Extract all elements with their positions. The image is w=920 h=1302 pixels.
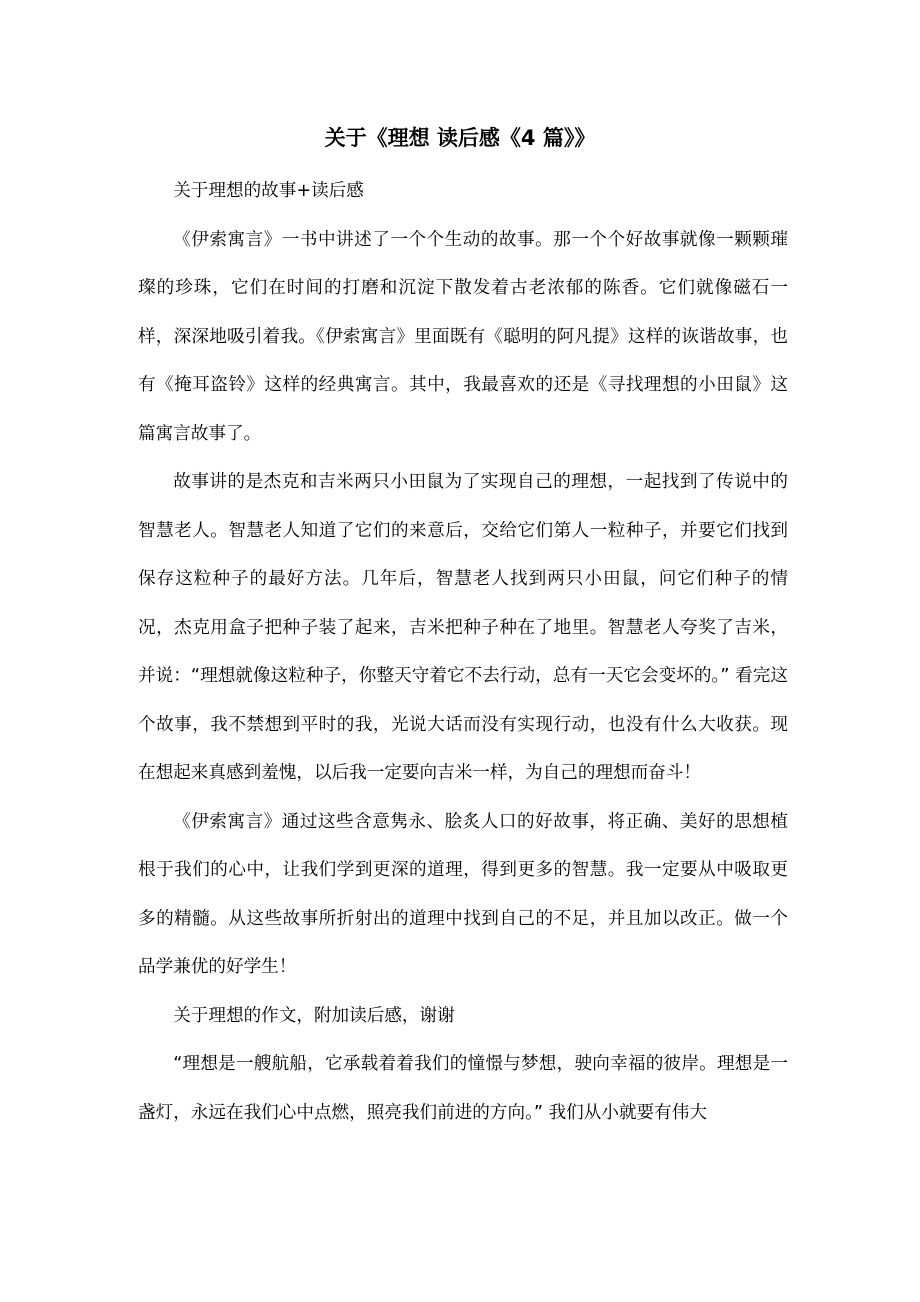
paragraph-2: 故事讲的是杰克和吉米两只小田鼠为了实现自己的理想，一起找到了传说中的智慧老人。智慧老人知道了它们的来意后，交给它们第人一粒种子，并要它们找到保存这粒种子的最好方法。几年后，智慧老人找到两只小田鼠，问它们种子的情况，杰克用盒子把种子装了起来，吉米把种子种在了地里。智慧老人夸奖了吉米，并说：“理想就像这粒种子，你整天守着它不去行动，总有一天它会变坏的。” 看完这个故事，我不禁想到平时的我，光说大话而没有实现行动，也没有什么大收获。现在想起来真感到羞愧，以后我一定要向吉米一样，为自己的理想而奋斗！	[138, 472, 788, 783]
document-title: 关于《理想 读后感《4 篇》》	[324, 126, 596, 150]
paragraph-4: “理想是一艘航船，它承载着着我们的憧憬与梦想，驶向幸福的彼岸。理想是一盏灯，永远在我们心中点燃，照亮我们前进的方向。” 我们从小就要有伟大	[138, 1054, 788, 1123]
paragraph-1: 《伊索寓言》一书中讲述了一个个生动的故事。那一个个好故事就像一颗颗璀璨的珍珠，它们在时间的打磨和沉淀下散发着古老浓郁的陈香。它们就像磁石一样，深深地吸引着我。《伊索寓言》里面既有《聪明的阿凡提》这样的诙谐故事，也有《掩耳盗铃》这样的经典寓言。其中，我最喜欢的还是《寻找理想的小田鼠》这篇寓言故事了。	[138, 229, 788, 444]
document-body	[138, 167, 788, 1137]
paragraph-subtitle-2: 关于理想的作文，附加读后感，谢谢	[173, 1005, 455, 1026]
paragraph-3: 《伊索寓言》通过这些含意隽永、脍炙人口的好故事，将正确、美好的思想植根于我们的心中，让我们学到更深的道理，得到更多的智慧。我一定要从中吸取更多的精髓。从这些故事所折射出的道理中找到自己的不足，并且加以改正。做一个品学兼优的好学生！	[138, 811, 788, 977]
paragraph-subtitle-1: 关于理想的故事+读后感	[173, 181, 364, 201]
